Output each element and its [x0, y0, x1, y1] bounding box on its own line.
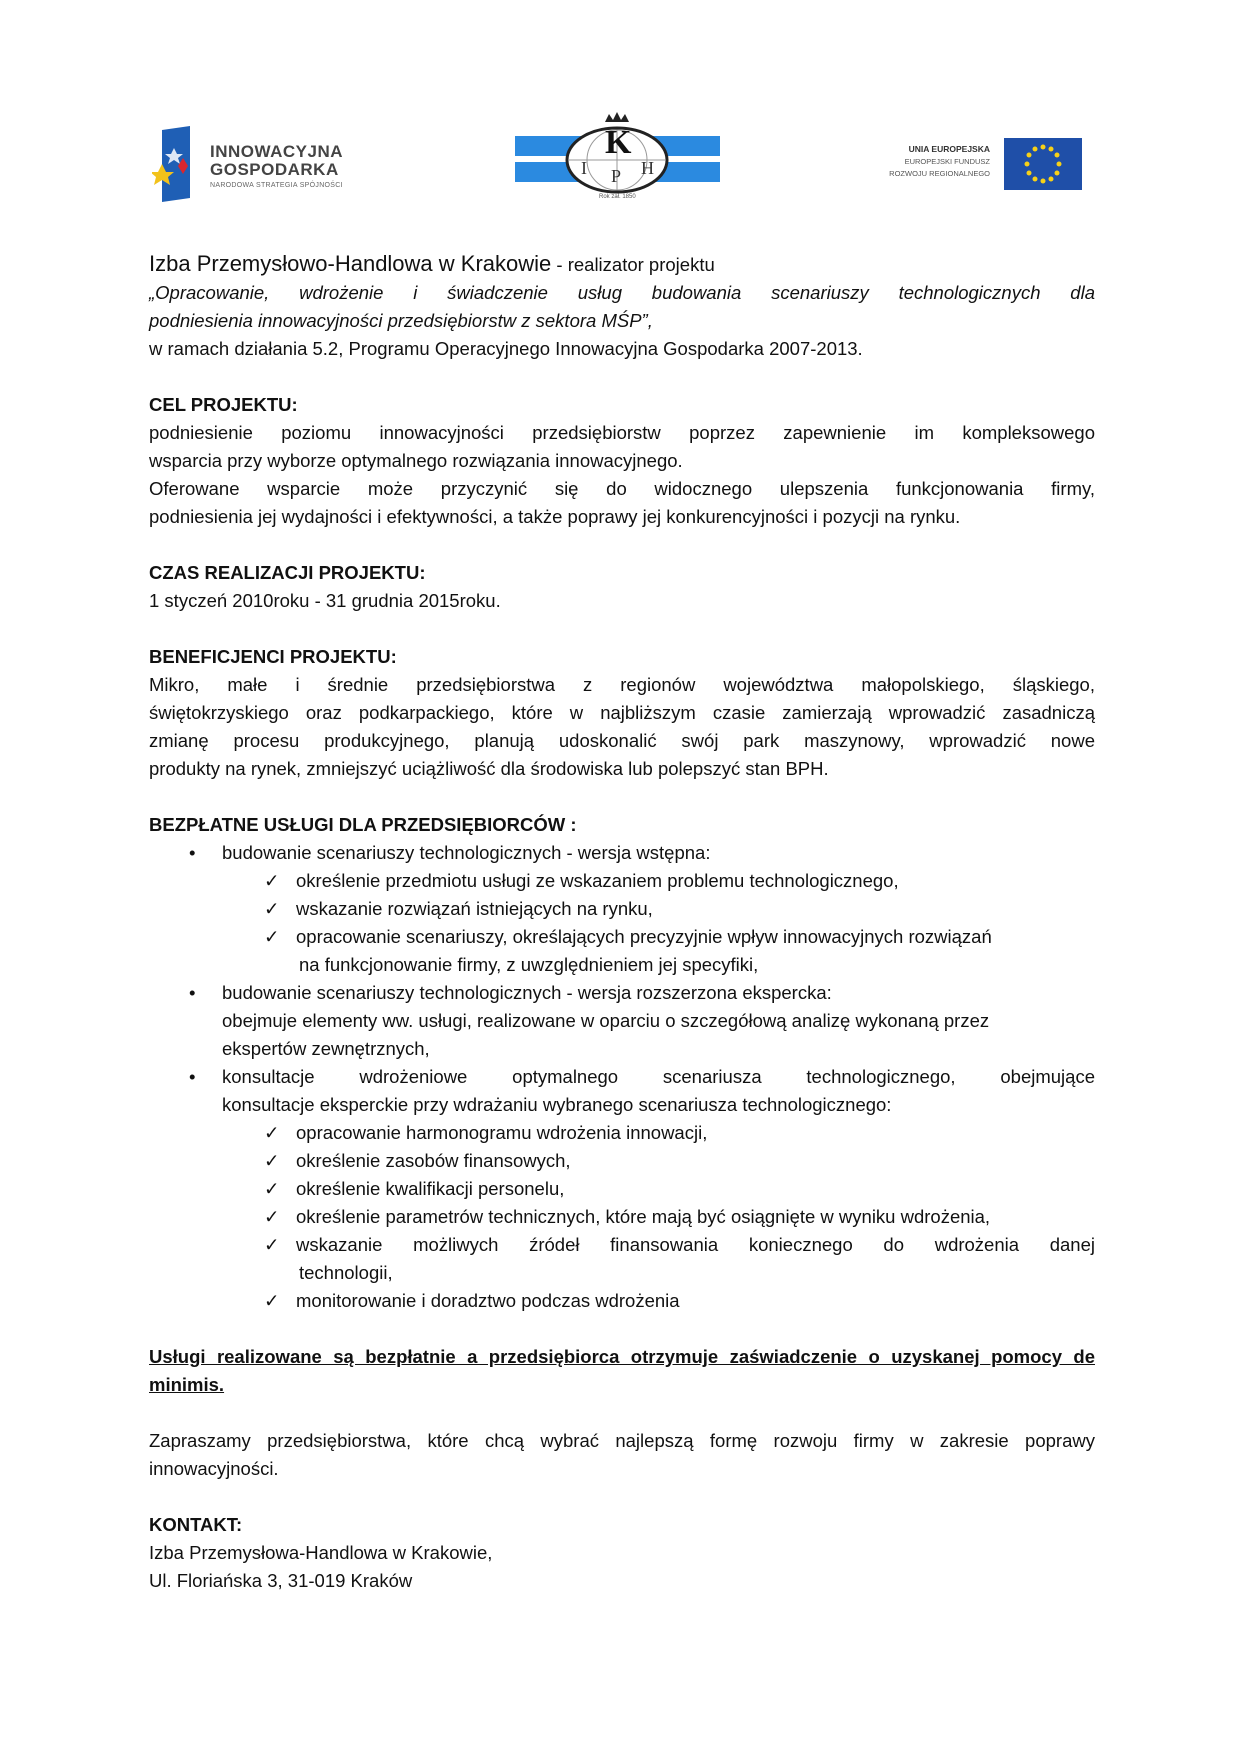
eu-line-unia: UNIA EUROPEJSKA — [908, 144, 990, 154]
checkmark-icon: ✓ — [264, 1150, 280, 1171]
service-item-extended — [149, 979, 1095, 1007]
goal-p2-line-1: Oferowane wsparcie może przyczynić się do widocznego ulepszenia funkcjonowania firmy, — [149, 478, 1095, 499]
service-subitem-continuation: na funkcjonowanie firmy, z uwzględnieniem jej specyfiki, — [299, 954, 759, 975]
goal-heading: CEL PROJEKTU: — [149, 394, 298, 415]
bullet-icon: • — [189, 1066, 196, 1087]
service-subitem — [149, 1287, 1095, 1315]
organizer-role: - realizator projektu — [551, 254, 715, 275]
invite-line-2: innowacyjności. — [149, 1458, 279, 1479]
iph-letter-i: I — [581, 158, 587, 178]
notice-line-2: minimis. — [149, 1374, 225, 1395]
document-body — [149, 250, 1095, 1595]
service-subitem — [149, 1231, 1095, 1259]
iph-caption: Rok zał. 1850 — [599, 194, 636, 200]
eu-flag-icon — [1004, 138, 1082, 190]
duration-text: 1 styczeń 2010roku - 31 grudnia 2015roku. — [149, 590, 501, 611]
organizer-name: Izba Przemysłowo-Handlowa w Krakowie — [149, 251, 552, 276]
contact-org: Izba Przemysłowa-Handlowa w Krakowie, — [149, 1542, 493, 1563]
checkmark-icon: ✓ — [264, 1206, 280, 1227]
service-item-basic — [149, 839, 1095, 867]
iph-letter-p: P — [611, 166, 622, 186]
service-item-description: ekspertów zewnętrznych, — [222, 1038, 430, 1059]
checkmark-icon: ✓ — [264, 1290, 280, 1311]
notice-line-1: Usługi realizowane są bezpłatnie a przedsiębiorca otrzymuje zaświadczenie o uzyskanej pomocy de — [149, 1346, 1095, 1367]
service-subitem-label: monitorowanie i doradztwo podczas wdrożenia — [296, 1290, 680, 1311]
service-subitem-label: wskazanie możliwych źródeł finansowania koniecznego do wdrożenia danej — [296, 1234, 1095, 1255]
contact-heading: KONTAKT: — [149, 1514, 243, 1535]
contact-address: Ul. Floriańska 3, 31-019 Kraków — [149, 1570, 413, 1591]
service-subitem-continuation: technologii, — [299, 1262, 393, 1283]
goal-p2-line-2: podniesienia jej wydajności i efektywności, a także poprawy jej konkurencyjności i pozycji na rynku. — [149, 506, 961, 527]
service-subitem — [149, 1147, 1095, 1175]
eu-line-fundusz: EUROPEJSKI FUNDUSZ — [904, 157, 990, 166]
service-subitem-label: określenie zasobów finansowych, — [296, 1150, 571, 1171]
service-subitem-label: wskazanie rozwiązań istniejących na rynku, — [296, 898, 653, 919]
service-item-label: konsultacje wdrożeniowe optymalnego scenariusza technologicznego, obejmujące — [222, 1066, 1095, 1087]
checkmark-icon: ✓ — [264, 870, 280, 891]
duration-heading: CZAS REALIZACJI PROJEKTU: — [149, 562, 426, 583]
service-item-consulting — [149, 1063, 1095, 1091]
beneficiaries-line-4: produkty na rynek, zmniejszyć uciążliwość dla środowiska lub polepszyć stan BPH. — [149, 758, 829, 779]
logo-line-innowacyjna: INNOWACYJNA — [210, 142, 344, 161]
iph-letter-k: K — [605, 124, 632, 161]
logo-line-gospodarka: GOSPODARKA — [210, 160, 339, 179]
checkmark-icon: ✓ — [264, 1234, 280, 1255]
services-heading: BEZPŁATNE USŁUGI DLA PRZEDSIĘBIORCÓW : — [149, 814, 577, 835]
invite-line-1: Zapraszamy przedsiębiorstwa, które chcą wybrać najlepszą formę rozwoju firmy w zakresie poprawy — [149, 1430, 1095, 1451]
iph-letter-h: H — [641, 158, 654, 178]
beneficiaries-heading: BENEFICJENCI PROJEKTU: — [149, 646, 397, 667]
beneficiaries-line-2: świętokrzyskiego oraz podkarpackiego, które w najbliższym czasie zamierzają wprowadzić zasadniczą — [149, 702, 1095, 723]
logo-line-strategia: NARODOWA STRATEGIA SPÓJNOŚCI — [210, 182, 343, 189]
service-subitem-label: określenie parametrów technicznych, które mają być osiągnięte w wyniku wdrożenia, — [296, 1206, 991, 1227]
beneficiaries-line-1: Mikro, małe i średnie przedsiębiorstwa z regionów województwa małopolskiego, śląskiego, — [149, 674, 1095, 695]
service-subitem-label: opracowanie harmonogramu wdrożenia innowacji, — [296, 1122, 708, 1143]
service-item-description: obejmuje elementy ww. usługi, realizowane w oparciu o szczegółową analizę wykonaną przez — [222, 1010, 990, 1031]
beneficiaries-line-3: zmianę procesu produkcyjnego, planują udoskonalić swój park maszynowy, wprowadzić nowe — [149, 730, 1095, 751]
service-subitem — [149, 867, 1095, 895]
checkmark-icon: ✓ — [264, 1122, 280, 1143]
checkmark-icon: ✓ — [264, 1178, 280, 1199]
intro-title — [149, 250, 1095, 279]
program-line: w ramach działania 5.2, Programu Operacyjnego Innowacyjna Gospodarka 2007-2013. — [149, 338, 863, 359]
service-subitem — [149, 923, 1095, 951]
innowacyjna-flag-icon — [152, 126, 192, 202]
goal-p1-line-2: wsparcia przy wyborze optymalnego rozwiązania innowacyjnego. — [149, 450, 683, 471]
eu-logo — [860, 138, 1082, 194]
service-subitem-label: określenie kwalifikacji personelu, — [296, 1178, 565, 1199]
bullet-icon: • — [189, 842, 196, 863]
goal-p1-line-1: podniesienie poziomu innowacyjności przedsiębiorstw poprzez zapewnienie im kompleksowego — [149, 422, 1095, 443]
eu-line-rozwoju: ROZWOJU REGIONALNEGO — [889, 169, 990, 178]
iph-logo — [515, 108, 720, 206]
service-subitem-label: opracowanie scenariuszy, określających precyzyjnie wpływ innowacyjnych rozwiązań — [296, 926, 992, 947]
innowacyjna-gospodarka-logo — [152, 124, 382, 204]
project-name-line-2: podniesienia innowacyjności przedsiębiorstw z sektora MŚP”, — [149, 310, 653, 331]
checkmark-icon: ✓ — [264, 926, 280, 947]
checkmark-icon: ✓ — [264, 898, 280, 919]
service-subitem — [149, 1119, 1095, 1147]
service-subitem — [149, 895, 1095, 923]
service-item-label: budowanie scenariuszy technologicznych - wersja rozszerzona ekspercka: — [222, 982, 832, 1003]
service-item-label: budowanie scenariuszy technologicznych - wersja wstępna: — [222, 842, 711, 863]
service-subitem-label: określenie przedmiotu usługi ze wskazaniem problemu technologicznego, — [296, 870, 899, 891]
service-subitem — [149, 1203, 1095, 1231]
bullet-icon: • — [189, 982, 196, 1003]
service-subitem — [149, 1175, 1095, 1203]
project-name-line-1: „Opracowanie, wdrożenie i świadczenie usług budowania scenariuszy technologicznych dla — [149, 282, 1095, 303]
service-item-description: konsultacje eksperckie przy wdrażaniu wybranego scenariusza technologicznego: — [222, 1094, 892, 1115]
